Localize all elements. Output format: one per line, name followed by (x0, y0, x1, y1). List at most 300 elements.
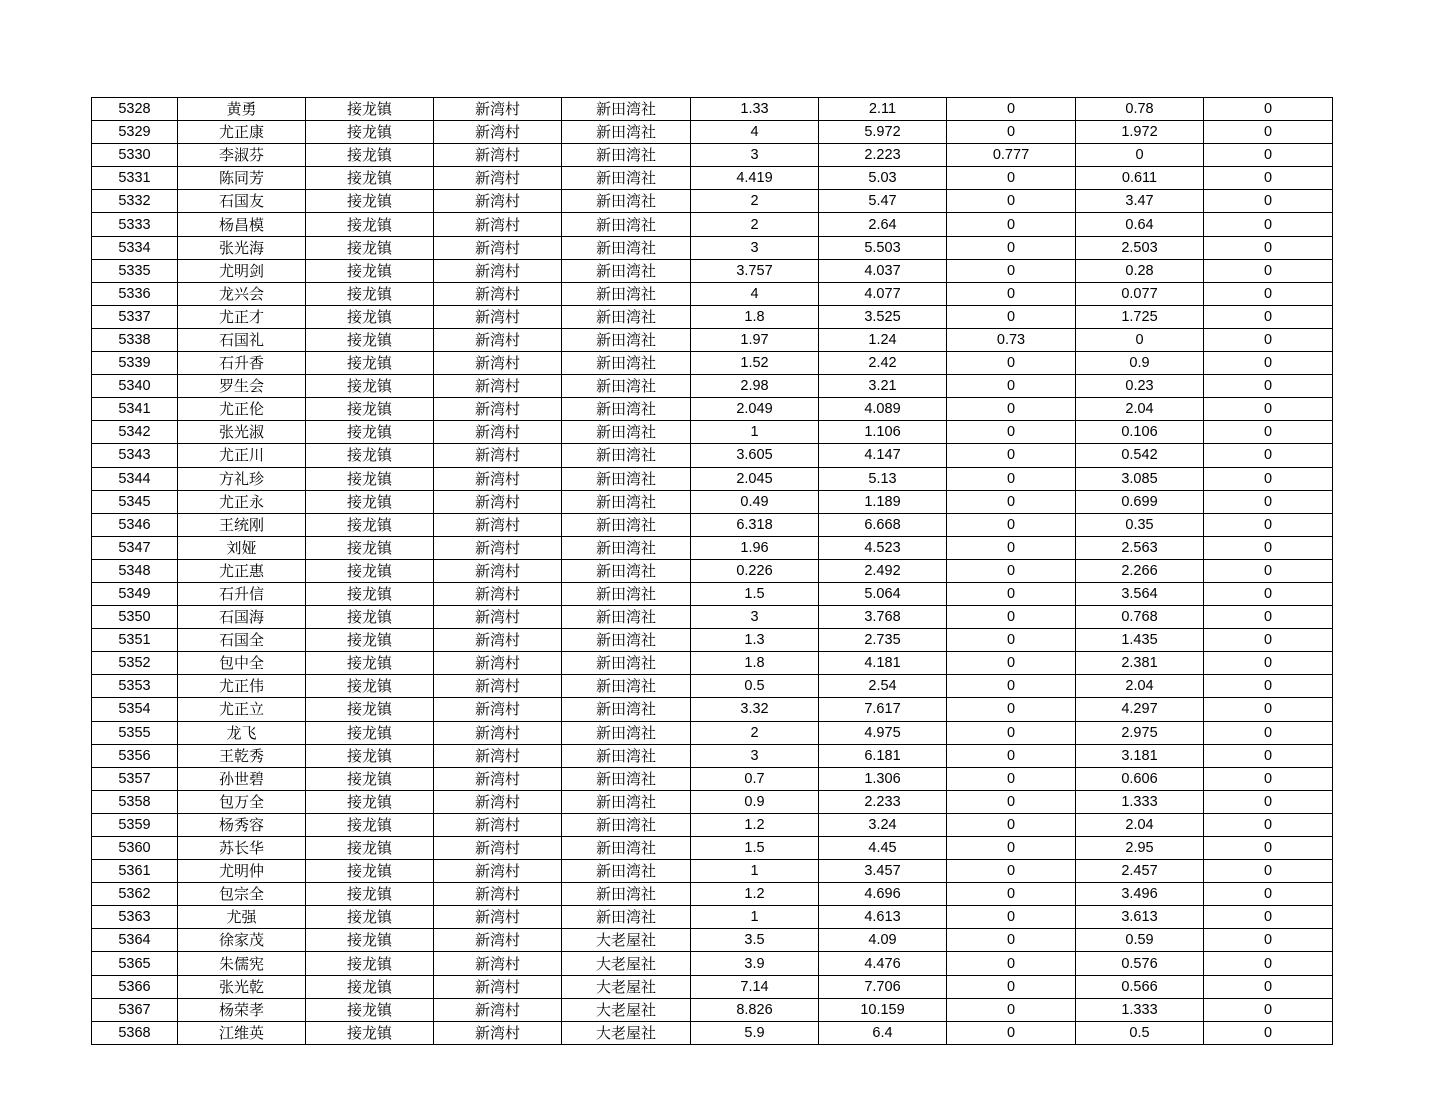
value-e-cell: 0 (1204, 813, 1333, 836)
group-cell: 新田湾社 (562, 305, 691, 328)
group-cell: 新田湾社 (562, 421, 691, 444)
value-e-cell: 0 (1204, 744, 1333, 767)
id-cell: 5335 (92, 259, 178, 282)
value-d-cell: 1.972 (1076, 121, 1204, 144)
value-b-cell: 3.768 (819, 606, 947, 629)
value-c-cell: 0 (947, 167, 1076, 190)
table-row (92, 929, 1333, 952)
group-cell: 新田湾社 (562, 190, 691, 213)
value-b-cell: 5.47 (819, 190, 947, 213)
town-cell: 接龙镇 (306, 305, 434, 328)
name-cell: 朱儒宪 (178, 952, 306, 975)
value-a-cell: 3 (691, 236, 819, 259)
village-cell: 新湾村 (434, 513, 562, 536)
value-b-cell: 2.492 (819, 559, 947, 582)
village-cell: 新湾村 (434, 721, 562, 744)
value-b-cell: 4.476 (819, 952, 947, 975)
name-cell: 尤正康 (178, 121, 306, 144)
table-row (92, 282, 1333, 305)
value-e-cell: 0 (1204, 490, 1333, 513)
value-d-cell: 2.266 (1076, 559, 1204, 582)
value-a-cell: 0.49 (691, 490, 819, 513)
id-cell: 5363 (92, 906, 178, 929)
id-cell: 5328 (92, 98, 178, 121)
value-c-cell: 0 (947, 883, 1076, 906)
town-cell: 接龙镇 (306, 375, 434, 398)
value-a-cell: 3 (691, 144, 819, 167)
value-a-cell: 1.2 (691, 883, 819, 906)
village-cell: 新湾村 (434, 375, 562, 398)
table-row (92, 444, 1333, 467)
value-c-cell: 0 (947, 767, 1076, 790)
value-e-cell: 0 (1204, 929, 1333, 952)
table-row (92, 675, 1333, 698)
id-cell: 5366 (92, 975, 178, 998)
value-c-cell: 0 (947, 998, 1076, 1021)
value-d-cell: 0.576 (1076, 952, 1204, 975)
table-row (92, 883, 1333, 906)
village-cell: 新湾村 (434, 490, 562, 513)
value-b-cell: 4.037 (819, 259, 947, 282)
value-b-cell: 3.525 (819, 305, 947, 328)
id-cell: 5332 (92, 190, 178, 213)
name-cell: 包宗全 (178, 883, 306, 906)
value-b-cell: 6.668 (819, 513, 947, 536)
group-cell: 大老屋社 (562, 975, 691, 998)
value-d-cell: 3.181 (1076, 744, 1204, 767)
town-cell: 接龙镇 (306, 790, 434, 813)
value-c-cell: 0 (947, 467, 1076, 490)
town-cell: 接龙镇 (306, 952, 434, 975)
value-d-cell: 3.564 (1076, 582, 1204, 605)
value-b-cell: 3.457 (819, 860, 947, 883)
village-cell: 新湾村 (434, 790, 562, 813)
value-a-cell: 1.52 (691, 352, 819, 375)
town-cell: 接龙镇 (306, 328, 434, 351)
group-cell: 新田湾社 (562, 629, 691, 652)
town-cell: 接龙镇 (306, 121, 434, 144)
id-cell: 5355 (92, 721, 178, 744)
table-row (92, 721, 1333, 744)
value-c-cell: 0 (947, 398, 1076, 421)
table-row (92, 536, 1333, 559)
value-a-cell: 1 (691, 421, 819, 444)
town-cell: 接龙镇 (306, 236, 434, 259)
value-d-cell: 0.64 (1076, 213, 1204, 236)
name-cell: 张光海 (178, 236, 306, 259)
value-e-cell: 0 (1204, 906, 1333, 929)
value-e-cell: 0 (1204, 375, 1333, 398)
value-c-cell: 0 (947, 121, 1076, 144)
village-cell: 新湾村 (434, 860, 562, 883)
village-cell: 新湾村 (434, 259, 562, 282)
value-d-cell: 2.381 (1076, 652, 1204, 675)
value-b-cell: 5.13 (819, 467, 947, 490)
value-a-cell: 1.5 (691, 582, 819, 605)
group-cell: 新田湾社 (562, 444, 691, 467)
table-row (92, 328, 1333, 351)
value-b-cell: 1.306 (819, 767, 947, 790)
value-a-cell: 3.605 (691, 444, 819, 467)
value-d-cell: 0.9 (1076, 352, 1204, 375)
name-cell: 张光淑 (178, 421, 306, 444)
value-b-cell: 4.147 (819, 444, 947, 467)
value-e-cell: 0 (1204, 305, 1333, 328)
table-row (92, 236, 1333, 259)
village-cell: 新湾村 (434, 929, 562, 952)
name-cell: 尤明剑 (178, 259, 306, 282)
value-c-cell: 0 (947, 860, 1076, 883)
group-cell: 新田湾社 (562, 352, 691, 375)
village-cell: 新湾村 (434, 744, 562, 767)
name-cell: 石国友 (178, 190, 306, 213)
table-row (92, 790, 1333, 813)
name-cell: 尤强 (178, 906, 306, 929)
id-cell: 5367 (92, 998, 178, 1021)
id-cell: 5331 (92, 167, 178, 190)
name-cell: 孙世碧 (178, 767, 306, 790)
value-d-cell: 2.563 (1076, 536, 1204, 559)
town-cell: 接龙镇 (306, 744, 434, 767)
value-a-cell: 2.98 (691, 375, 819, 398)
table-row (92, 398, 1333, 421)
value-b-cell: 2.42 (819, 352, 947, 375)
value-b-cell: 2.735 (819, 629, 947, 652)
group-cell: 新田湾社 (562, 606, 691, 629)
group-cell: 新田湾社 (562, 513, 691, 536)
value-d-cell: 3.085 (1076, 467, 1204, 490)
value-d-cell: 2.975 (1076, 721, 1204, 744)
town-cell: 接龙镇 (306, 883, 434, 906)
table-row (92, 813, 1333, 836)
group-cell: 大老屋社 (562, 929, 691, 952)
table-row (92, 952, 1333, 975)
value-c-cell: 0 (947, 582, 1076, 605)
table-row (92, 837, 1333, 860)
town-cell: 接龙镇 (306, 536, 434, 559)
value-e-cell: 0 (1204, 328, 1333, 351)
village-cell: 新湾村 (434, 837, 562, 860)
value-e-cell: 0 (1204, 721, 1333, 744)
value-a-cell: 1.8 (691, 305, 819, 328)
value-b-cell: 2.64 (819, 213, 947, 236)
value-c-cell: 0 (947, 190, 1076, 213)
id-cell: 5358 (92, 790, 178, 813)
town-cell: 接龙镇 (306, 282, 434, 305)
id-cell: 5333 (92, 213, 178, 236)
table-row (92, 190, 1333, 213)
group-cell: 新田湾社 (562, 375, 691, 398)
value-b-cell: 1.24 (819, 328, 947, 351)
table-row (92, 352, 1333, 375)
table-row (92, 467, 1333, 490)
value-a-cell: 8.826 (691, 998, 819, 1021)
value-a-cell: 1.5 (691, 837, 819, 860)
town-cell: 接龙镇 (306, 721, 434, 744)
value-d-cell: 0 (1076, 328, 1204, 351)
value-d-cell: 0.5 (1076, 1021, 1204, 1044)
table-row (92, 744, 1333, 767)
id-cell: 5346 (92, 513, 178, 536)
table-row (92, 582, 1333, 605)
town-cell: 接龙镇 (306, 837, 434, 860)
value-c-cell: 0 (947, 444, 1076, 467)
value-a-cell: 1.33 (691, 98, 819, 121)
village-cell: 新湾村 (434, 398, 562, 421)
value-b-cell: 4.181 (819, 652, 947, 675)
table-row (92, 559, 1333, 582)
town-cell: 接龙镇 (306, 698, 434, 721)
group-cell: 新田湾社 (562, 236, 691, 259)
value-e-cell: 0 (1204, 259, 1333, 282)
name-cell: 黄勇 (178, 98, 306, 121)
group-cell: 新田湾社 (562, 98, 691, 121)
value-a-cell: 2 (691, 213, 819, 236)
value-b-cell: 6.181 (819, 744, 947, 767)
value-e-cell: 0 (1204, 398, 1333, 421)
town-cell: 接龙镇 (306, 190, 434, 213)
name-cell: 江维英 (178, 1021, 306, 1044)
value-b-cell: 5.03 (819, 167, 947, 190)
id-cell: 5340 (92, 375, 178, 398)
village-cell: 新湾村 (434, 190, 562, 213)
name-cell: 尤明仲 (178, 860, 306, 883)
town-cell: 接龙镇 (306, 606, 434, 629)
value-d-cell: 0.566 (1076, 975, 1204, 998)
value-a-cell: 3.757 (691, 259, 819, 282)
value-a-cell: 2 (691, 190, 819, 213)
name-cell: 徐家茂 (178, 929, 306, 952)
value-b-cell: 7.706 (819, 975, 947, 998)
village-cell: 新湾村 (434, 236, 562, 259)
name-cell: 尤正伟 (178, 675, 306, 698)
value-a-cell: 3 (691, 606, 819, 629)
value-c-cell: 0 (947, 536, 1076, 559)
value-e-cell: 0 (1204, 606, 1333, 629)
value-d-cell: 0.768 (1076, 606, 1204, 629)
town-cell: 接龙镇 (306, 98, 434, 121)
id-cell: 5330 (92, 144, 178, 167)
group-cell: 新田湾社 (562, 721, 691, 744)
name-cell: 杨秀容 (178, 813, 306, 836)
name-cell: 石国全 (178, 629, 306, 652)
value-a-cell: 0.7 (691, 767, 819, 790)
value-e-cell: 0 (1204, 883, 1333, 906)
value-b-cell: 2.54 (819, 675, 947, 698)
id-cell: 5354 (92, 698, 178, 721)
value-a-cell: 7.14 (691, 975, 819, 998)
value-b-cell: 2.233 (819, 790, 947, 813)
group-cell: 大老屋社 (562, 952, 691, 975)
value-d-cell: 0.106 (1076, 421, 1204, 444)
name-cell: 尤正永 (178, 490, 306, 513)
name-cell: 石升信 (178, 582, 306, 605)
table-row (92, 1021, 1333, 1044)
value-c-cell: 0 (947, 1021, 1076, 1044)
group-cell: 新田湾社 (562, 744, 691, 767)
value-d-cell: 0 (1076, 144, 1204, 167)
name-cell: 王乾秀 (178, 744, 306, 767)
town-cell: 接龙镇 (306, 813, 434, 836)
group-cell: 新田湾社 (562, 790, 691, 813)
value-d-cell: 2.04 (1076, 675, 1204, 698)
town-cell: 接龙镇 (306, 352, 434, 375)
value-a-cell: 3 (691, 744, 819, 767)
id-cell: 5357 (92, 767, 178, 790)
village-cell: 新湾村 (434, 952, 562, 975)
group-cell: 新田湾社 (562, 467, 691, 490)
village-cell: 新湾村 (434, 906, 562, 929)
group-cell: 新田湾社 (562, 698, 691, 721)
name-cell: 李淑芬 (178, 144, 306, 167)
value-d-cell: 1.333 (1076, 998, 1204, 1021)
name-cell: 尤正惠 (178, 559, 306, 582)
group-cell: 新田湾社 (562, 860, 691, 883)
value-c-cell: 0 (947, 282, 1076, 305)
value-c-cell: 0 (947, 305, 1076, 328)
value-c-cell: 0 (947, 629, 1076, 652)
id-cell: 5329 (92, 121, 178, 144)
value-d-cell: 0.606 (1076, 767, 1204, 790)
value-b-cell: 1.189 (819, 490, 947, 513)
value-e-cell: 0 (1204, 559, 1333, 582)
village-cell: 新湾村 (434, 144, 562, 167)
value-e-cell: 0 (1204, 98, 1333, 121)
value-b-cell: 4.089 (819, 398, 947, 421)
id-cell: 5356 (92, 744, 178, 767)
id-cell: 5365 (92, 952, 178, 975)
table-row (92, 860, 1333, 883)
value-b-cell: 4.09 (819, 929, 947, 952)
table-row (92, 213, 1333, 236)
value-b-cell: 4.613 (819, 906, 947, 929)
value-d-cell: 0.077 (1076, 282, 1204, 305)
id-cell: 5344 (92, 467, 178, 490)
value-c-cell: 0 (947, 952, 1076, 975)
value-a-cell: 0.5 (691, 675, 819, 698)
village-cell: 新湾村 (434, 883, 562, 906)
id-cell: 5334 (92, 236, 178, 259)
village-cell: 新湾村 (434, 559, 562, 582)
value-c-cell: 0.73 (947, 328, 1076, 351)
id-cell: 5351 (92, 629, 178, 652)
id-cell: 5338 (92, 328, 178, 351)
value-b-cell: 4.975 (819, 721, 947, 744)
table-row (92, 998, 1333, 1021)
id-cell: 5345 (92, 490, 178, 513)
value-d-cell: 3.47 (1076, 190, 1204, 213)
value-e-cell: 0 (1204, 698, 1333, 721)
value-b-cell: 10.159 (819, 998, 947, 1021)
value-c-cell: 0.777 (947, 144, 1076, 167)
value-e-cell: 0 (1204, 860, 1333, 883)
value-b-cell: 4.696 (819, 883, 947, 906)
name-cell: 石国海 (178, 606, 306, 629)
value-d-cell: 3.496 (1076, 883, 1204, 906)
name-cell: 陈同芳 (178, 167, 306, 190)
id-cell: 5368 (92, 1021, 178, 1044)
value-e-cell: 0 (1204, 1021, 1333, 1044)
value-c-cell: 0 (947, 652, 1076, 675)
name-cell: 龙飞 (178, 721, 306, 744)
value-a-cell: 1.2 (691, 813, 819, 836)
value-a-cell: 0.9 (691, 790, 819, 813)
value-e-cell: 0 (1204, 352, 1333, 375)
value-e-cell: 0 (1204, 629, 1333, 652)
value-e-cell: 0 (1204, 421, 1333, 444)
id-cell: 5350 (92, 606, 178, 629)
value-e-cell: 0 (1204, 675, 1333, 698)
value-c-cell: 0 (947, 375, 1076, 398)
value-e-cell: 0 (1204, 582, 1333, 605)
group-cell: 大老屋社 (562, 1021, 691, 1044)
value-e-cell: 0 (1204, 121, 1333, 144)
town-cell: 接龙镇 (306, 975, 434, 998)
value-a-cell: 4 (691, 282, 819, 305)
town-cell: 接龙镇 (306, 490, 434, 513)
village-cell: 新湾村 (434, 444, 562, 467)
table-row (92, 421, 1333, 444)
value-d-cell: 0.59 (1076, 929, 1204, 952)
table-row (92, 490, 1333, 513)
value-c-cell: 0 (947, 421, 1076, 444)
group-cell: 新田湾社 (562, 121, 691, 144)
village-cell: 新湾村 (434, 1021, 562, 1044)
village-cell: 新湾村 (434, 328, 562, 351)
value-c-cell: 0 (947, 513, 1076, 536)
group-cell: 新田湾社 (562, 259, 691, 282)
id-cell: 5336 (92, 282, 178, 305)
value-c-cell: 0 (947, 721, 1076, 744)
value-e-cell: 0 (1204, 652, 1333, 675)
id-cell: 5337 (92, 305, 178, 328)
table-row (92, 98, 1333, 121)
table-row (92, 652, 1333, 675)
value-d-cell: 0.28 (1076, 259, 1204, 282)
value-c-cell: 0 (947, 813, 1076, 836)
town-cell: 接龙镇 (306, 652, 434, 675)
value-c-cell: 0 (947, 98, 1076, 121)
group-cell: 新田湾社 (562, 167, 691, 190)
village-cell: 新湾村 (434, 582, 562, 605)
value-c-cell: 0 (947, 259, 1076, 282)
name-cell: 杨荣孝 (178, 998, 306, 1021)
name-cell: 尤正立 (178, 698, 306, 721)
value-b-cell: 4.077 (819, 282, 947, 305)
village-cell: 新湾村 (434, 305, 562, 328)
group-cell: 新田湾社 (562, 144, 691, 167)
id-cell: 5359 (92, 813, 178, 836)
id-cell: 5343 (92, 444, 178, 467)
value-d-cell: 0.611 (1076, 167, 1204, 190)
table-body (92, 98, 1333, 1045)
id-cell: 5353 (92, 675, 178, 698)
id-cell: 5361 (92, 860, 178, 883)
group-cell: 大老屋社 (562, 998, 691, 1021)
group-cell: 新田湾社 (562, 536, 691, 559)
table-row (92, 513, 1333, 536)
value-b-cell: 3.21 (819, 375, 947, 398)
value-b-cell: 6.4 (819, 1021, 947, 1044)
value-e-cell: 0 (1204, 513, 1333, 536)
value-d-cell: 0.542 (1076, 444, 1204, 467)
value-c-cell: 0 (947, 213, 1076, 236)
town-cell: 接龙镇 (306, 259, 434, 282)
value-c-cell: 0 (947, 236, 1076, 259)
value-d-cell: 2.503 (1076, 236, 1204, 259)
value-c-cell: 0 (947, 975, 1076, 998)
group-cell: 新田湾社 (562, 906, 691, 929)
